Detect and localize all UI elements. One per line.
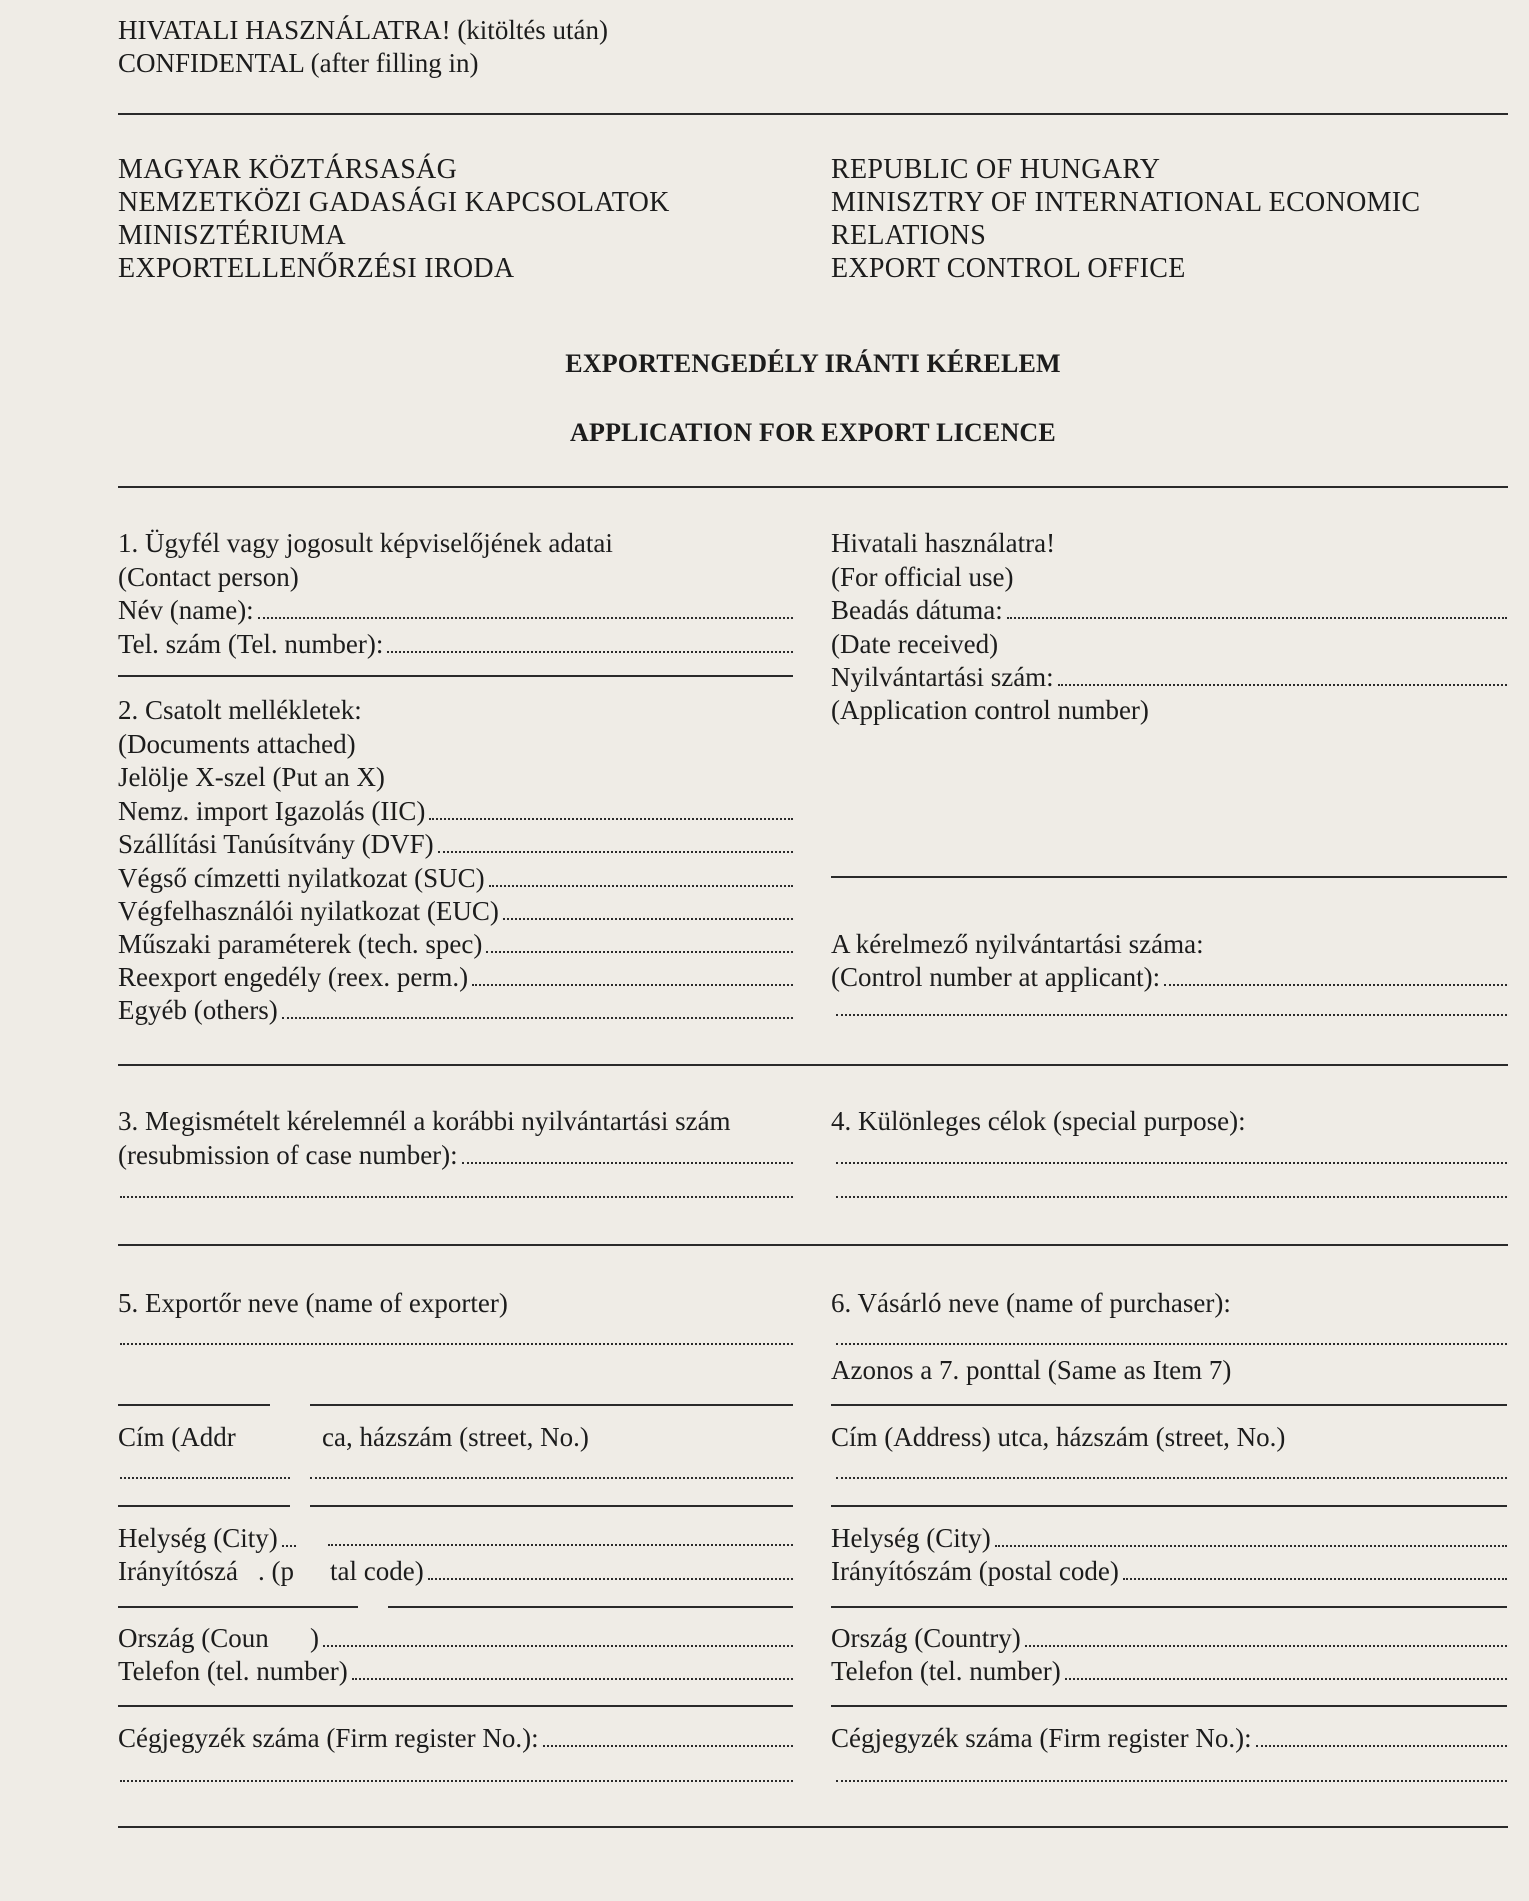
exporter-address-label: Cím (Addr (118, 1422, 236, 1452)
section4-heading: 4. Különleges célok (special purpose): (831, 1106, 1246, 1136)
official-subheading: (For official use) (831, 562, 1014, 592)
purchaser-postal-field[interactable] (831, 1555, 1507, 1588)
authority-en-line: EXPORT CONTROL OFFICE (831, 253, 1186, 284)
applicant-number-extra-line[interactable] (836, 1014, 1507, 1016)
authority-en-line: REPUBLIC OF HUNGARY (831, 154, 1161, 185)
section3-heading: 3. Megismételt kérelemnél a korábbi nyilvántartási szám (118, 1106, 731, 1136)
exporter-address-line[interactable] (120, 1477, 290, 1479)
exporter-postal-label: Irányítószá (118, 1556, 238, 1586)
tel-label: Tel. szám (Tel. number): (118, 629, 384, 659)
attachment-label: Nemz. import Igazolás (IIC) (118, 796, 426, 826)
official-heading: Hivatali használatra! (831, 528, 1056, 558)
divider (118, 1826, 1508, 1828)
section2-heading: 2. Csatolt mellékletek: (118, 695, 362, 725)
application-number-sub: (Application control number) (831, 695, 1149, 725)
exporter-telephone-field[interactable] (118, 1655, 793, 1688)
purchaser-address-label: Cím (Address) utca, házszám (street, No.) (831, 1422, 1286, 1452)
exporter-postal-label-mid: . (p (258, 1556, 294, 1586)
attachment-label: Műszaki paraméterek (tech. spec) (118, 929, 483, 959)
exporter-address-label-tail: ca, házszám (street, No.) (322, 1422, 589, 1452)
tel-input-line[interactable] (387, 629, 793, 653)
confidential-en: CONFIDENTAL (after filling in) (118, 48, 479, 78)
divider (118, 1505, 290, 1507)
divider (118, 1244, 1508, 1246)
name-field[interactable] (118, 594, 793, 627)
date-received-sub: (Date received) (831, 629, 999, 659)
divider (118, 1064, 1508, 1066)
exporter-country-field[interactable] (310, 1622, 793, 1655)
applicant-number-input-line[interactable] (1164, 962, 1507, 986)
divider (388, 1606, 793, 1608)
exporter-city-input-line[interactable] (328, 1544, 793, 1546)
section2-subheading: (Documents attached) (118, 729, 356, 759)
exporter-firm-register-label: Cégjegyzék száma (Firm register No.): (118, 1723, 539, 1753)
attachment-mark-line[interactable] (282, 995, 793, 1019)
divider (118, 486, 1508, 488)
purchaser-same-as-label: Azonos a 7. ponttal (Same as Item 7) (831, 1355, 1232, 1385)
exporter-firm-register-input-line[interactable] (543, 1723, 793, 1747)
authority-hu-line: NEMZETKÖZI GADASÁGI KAPCSOLATOK (118, 187, 670, 218)
exporter-city-label: Helység (City) (118, 1523, 278, 1553)
purchaser-country-field[interactable] (831, 1622, 1507, 1655)
application-number-field[interactable] (831, 661, 1507, 694)
exporter-postal-label-tail: tal code) (330, 1556, 424, 1586)
date-received-label: Beadás dátuma: (831, 595, 1003, 625)
authority-hu-line: MINISZTÉRIUMA (118, 220, 346, 251)
divider (118, 113, 1508, 115)
purchaser-address-line[interactable] (836, 1477, 1507, 1479)
exporter-country-label: Ország (Coun (118, 1623, 269, 1653)
attachment-item[interactable] (118, 994, 793, 1027)
date-received-field[interactable] (831, 594, 1507, 627)
purchaser-city-field[interactable] (831, 1522, 1507, 1555)
purchaser-firm-register-label: Cégjegyzék száma (Firm register No.): (831, 1723, 1252, 1753)
form-title-en: APPLICATION FOR EXPORT LICENCE (570, 418, 1056, 447)
authority-en-line: RELATIONS (831, 220, 987, 251)
purchaser-firm-register-input-line[interactable] (1256, 1723, 1507, 1747)
attachment-mark-line[interactable] (503, 896, 793, 920)
divider (831, 1404, 1507, 1406)
divider (831, 1705, 1507, 1707)
exporter-country-label-tail: ) (310, 1623, 319, 1653)
exporter-telephone-input-line[interactable] (352, 1656, 793, 1680)
date-received-input-line[interactable] (1007, 595, 1507, 619)
attachment-mark-line[interactable] (472, 962, 793, 986)
application-number-input-line[interactable] (1058, 662, 1507, 686)
attachment-label: Végső címzetti nyilatkozat (SUC) (118, 863, 485, 893)
exporter-country-input-line[interactable] (323, 1623, 793, 1647)
applicant-number-field[interactable] (831, 961, 1507, 994)
exporter-postal-field[interactable] (330, 1555, 793, 1588)
divider (118, 1404, 270, 1406)
attachment-label: Végfelhasználói nyilatkozat (EUC) (118, 896, 499, 926)
attachment-mark-line[interactable] (438, 829, 793, 853)
purchaser-postal-label: Irányítószám (postal code) (831, 1556, 1119, 1586)
authority-hu-line: MAGYAR KÖZTÁRSASÁG (118, 154, 458, 185)
attachment-item[interactable] (118, 928, 793, 961)
applicant-number-sub: (Control number at applicant): (831, 962, 1161, 992)
purchaser-telephone-input-line[interactable] (1065, 1656, 1507, 1680)
resubmission-extra-line[interactable] (120, 1196, 793, 1198)
name-input-line[interactable] (258, 595, 793, 619)
divider (310, 1404, 793, 1406)
purchaser-telephone-label: Telefon (tel. number) (831, 1656, 1061, 1686)
attachment-label: Szállítási Tanúsítvány (DVF) (118, 829, 434, 859)
special-purpose-line[interactable] (836, 1162, 1507, 1164)
attachment-item[interactable] (118, 795, 793, 828)
resubmission-field[interactable] (118, 1139, 793, 1172)
section1-subheading: (Contact person) (118, 562, 299, 592)
purchaser-postal-input-line[interactable] (1123, 1556, 1507, 1580)
exporter-telephone-label: Telefon (tel. number) (118, 1656, 348, 1686)
attachment-item[interactable] (118, 895, 793, 928)
attachment-item[interactable] (118, 862, 793, 895)
special-purpose-line[interactable] (836, 1196, 1507, 1198)
resubmission-label: (resubmission of case number): (118, 1140, 458, 1170)
exporter-city-input-line[interactable] (282, 1523, 296, 1547)
attachment-mark-line[interactable] (429, 796, 793, 820)
purchaser-country-label: Ország (Country) (831, 1623, 1021, 1653)
attachment-mark-line[interactable] (486, 929, 793, 953)
divider (831, 1606, 1507, 1608)
section5-heading: 5. Exportőr neve (name of exporter) (118, 1288, 508, 1318)
attachment-item[interactable] (118, 961, 793, 994)
resubmission-input-line[interactable] (462, 1140, 793, 1164)
exporter-city-field[interactable] (118, 1522, 296, 1555)
purchaser-firm-register-extra-line[interactable] (836, 1780, 1507, 1782)
form-title-hu: EXPORTENGEDÉLY IRÁNTI KÉRELEM (565, 349, 1061, 378)
name-label: Név (name): (118, 595, 254, 625)
section2-instruction: Jelölje X-szel (Put an X) (118, 762, 385, 792)
purchaser-city-input-line[interactable] (995, 1523, 1507, 1547)
attachment-mark-line[interactable] (489, 863, 793, 887)
application-number-label: Nyilvántartási szám: (831, 662, 1054, 692)
purchaser-telephone-field[interactable] (831, 1655, 1507, 1688)
divider (831, 876, 1507, 878)
divider (118, 1705, 793, 1707)
authority-en-line: MINISZTRY OF INTERNATIONAL ECONOMIC (831, 187, 1421, 218)
tel-field[interactable] (118, 628, 793, 661)
divider (310, 1505, 793, 1507)
exporter-firm-register-field[interactable] (118, 1722, 793, 1755)
divider (118, 1606, 358, 1608)
exporter-address-line[interactable] (310, 1477, 793, 1479)
purchaser-country-input-line[interactable] (1025, 1623, 1507, 1647)
applicant-number-label: A kérelmező nyilvántartási száma: (831, 929, 1204, 959)
divider (831, 1505, 1507, 1507)
purchaser-city-label: Helység (City) (831, 1523, 991, 1553)
attachment-label: Reexport engedély (reex. perm.) (118, 962, 469, 992)
purchaser-name-line[interactable] (836, 1343, 1507, 1345)
purchaser-firm-register-field[interactable] (831, 1722, 1507, 1755)
authority-hu-line: EXPORTELLENŐRZÉSI IRODA (118, 253, 515, 284)
confidential-hu: HIVATALI HASZNÁLATRA! (kitöltés után) (118, 15, 609, 45)
exporter-firm-register-extra-line[interactable] (120, 1780, 793, 1782)
exporter-postal-input-line[interactable] (428, 1556, 793, 1580)
divider (118, 675, 793, 677)
exporter-name-line[interactable] (120, 1343, 793, 1345)
attachment-label: Egyéb (others) (118, 995, 278, 1025)
attachment-item[interactable] (118, 828, 793, 861)
section6-heading: 6. Vásárló neve (name of purchaser): (831, 1288, 1231, 1318)
section1-heading: 1. Ügyfél vagy jogosult képviselőjének adatai (118, 528, 613, 558)
